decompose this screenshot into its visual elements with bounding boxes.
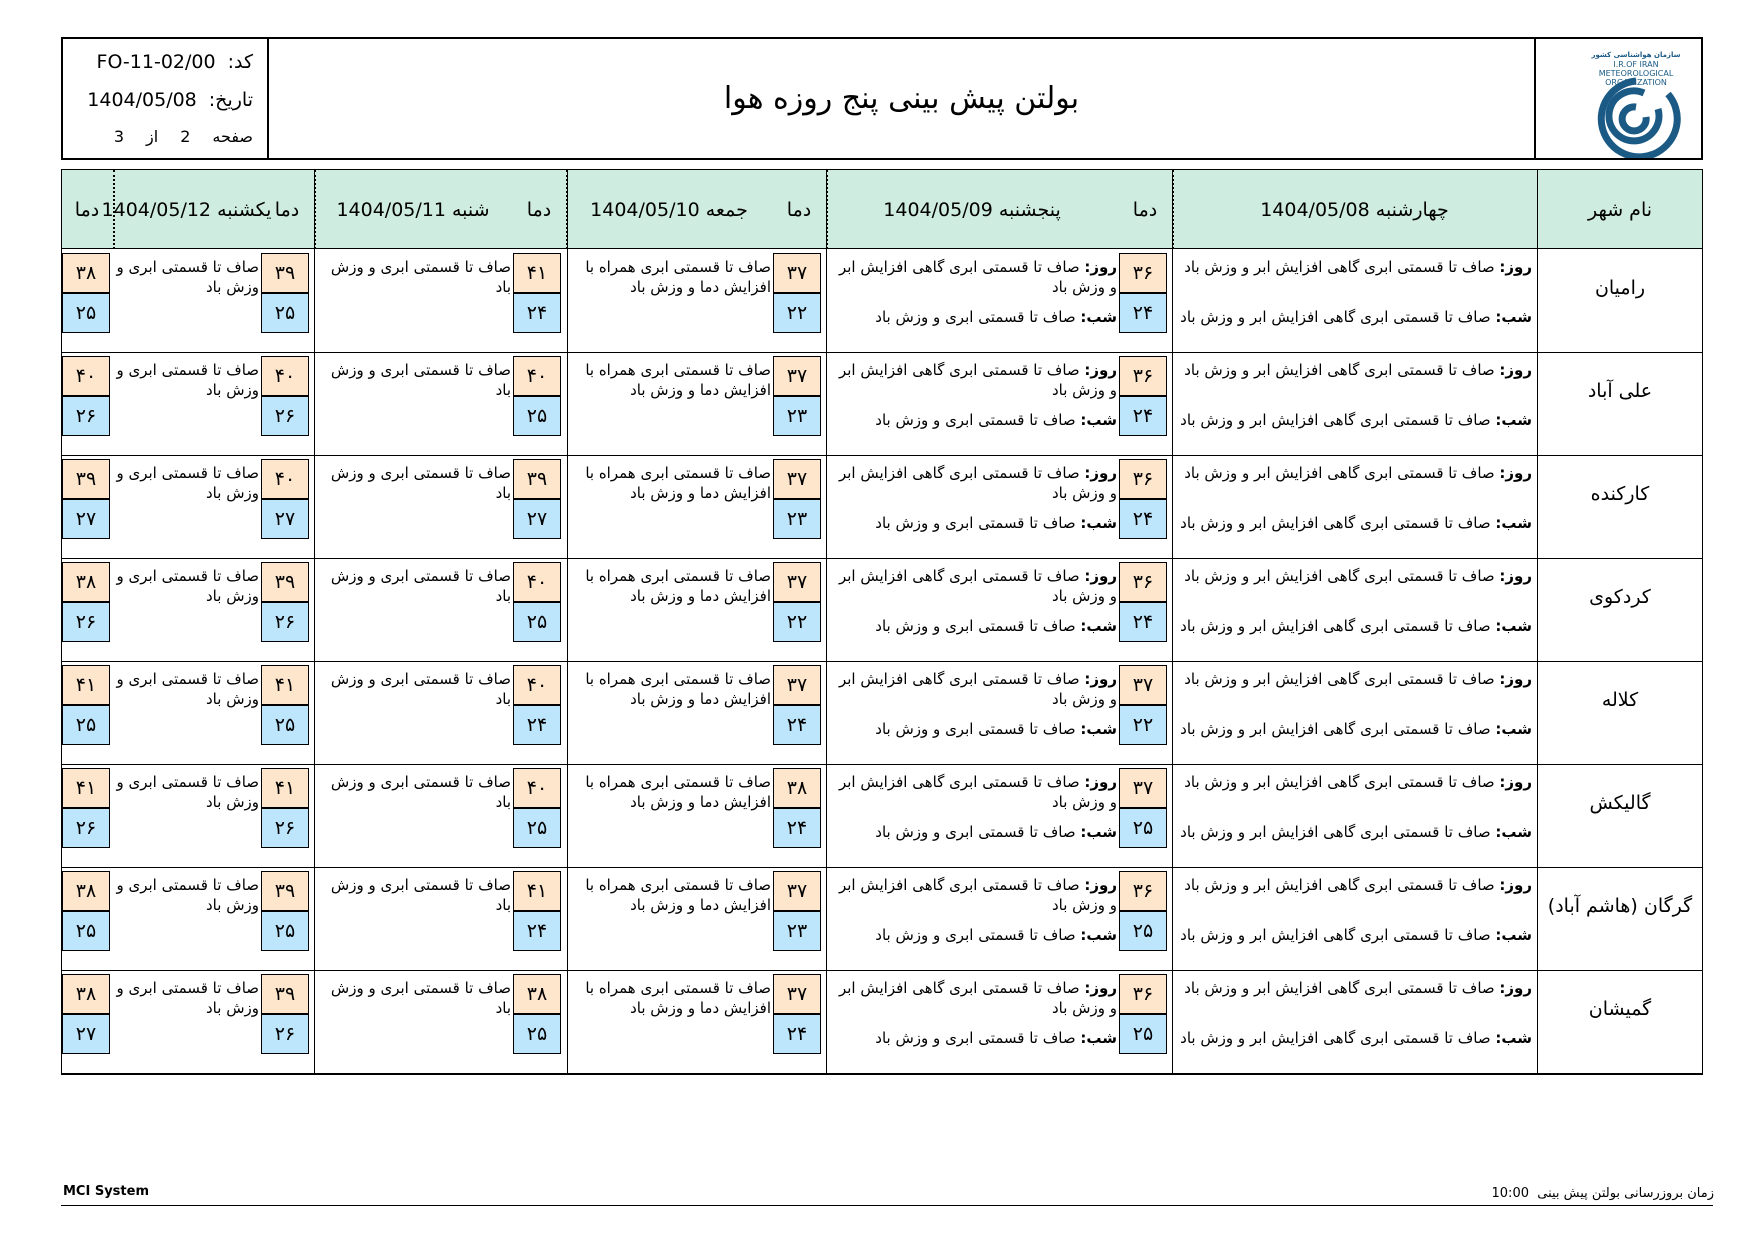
- forecast-text: صاف تا قسمتی ابری و وزش باد: [330, 361, 511, 399]
- min-temp: ۲۶: [62, 602, 110, 642]
- night-label: شب:: [1495, 823, 1532, 841]
- max-temp: ۳۹: [513, 459, 561, 499]
- column-divider: [1537, 170, 1538, 1073]
- max-temp: ۴۱: [261, 665, 309, 705]
- min-temp: ۲۵: [513, 808, 561, 848]
- column-divider: [1172, 170, 1173, 1073]
- forecast-text: صاف تا قسمتی ابری و وزش باد: [116, 567, 259, 605]
- city-name: کارکنده: [1590, 483, 1650, 505]
- min-temp: ۲۳: [773, 396, 821, 436]
- day-label: روز:: [1084, 464, 1117, 482]
- min-temp: ۲۴: [773, 705, 821, 745]
- day-label: روز:: [1084, 876, 1117, 894]
- min-temp: ۲۴: [1119, 499, 1167, 539]
- day3-header: [567, 170, 771, 249]
- min-temp: ۲۵: [62, 911, 110, 951]
- day1-name: چهارشنبه: [1375, 198, 1449, 221]
- min-temp: ۲۳: [773, 911, 821, 951]
- min-temp: ۲۲: [773, 293, 821, 333]
- header-dotted-separator: [826, 170, 828, 249]
- max-temp: ۳۶: [1119, 253, 1167, 293]
- day5-header: [101, 170, 272, 249]
- night-forecast: شب: صاف تا قسمتی ابری و وزش باد: [875, 720, 1117, 738]
- max-temp: ۳۹: [261, 974, 309, 1014]
- max-temp: ۳۹: [261, 871, 309, 911]
- max-temp: ۴۰: [62, 356, 110, 396]
- forecast-text: صاف تا قسمتی ابری و وزش باد: [330, 979, 511, 1017]
- forecast-text: صاف تا قسمتی ابری و وزش باد: [116, 464, 259, 502]
- forecast-text: صاف تا قسمتی ابری همراه با افزایش دما و وزش باد: [585, 876, 771, 914]
- forecast-text: صاف تا قسمتی ابری و وزش باد: [116, 361, 259, 399]
- min-temp: ۲۴: [513, 705, 561, 745]
- min-temp: ۲۷: [62, 1014, 110, 1054]
- min-temp: ۲۶: [62, 396, 110, 436]
- city-name: گرگان (هاشم آباد): [1547, 895, 1693, 917]
- day1-header: [1173, 170, 1536, 249]
- day5-temp-header: دما: [74, 198, 100, 221]
- forecast-table: [61, 169, 1703, 1075]
- max-temp: ۳۷: [1119, 665, 1167, 705]
- night-forecast: شب: صاف تا قسمتی ابری و وزش باد: [875, 1029, 1117, 1047]
- night-forecast: شب: صاف تا قسمتی ابری و وزش باد: [875, 617, 1117, 635]
- min-temp: ۲۵: [1119, 808, 1167, 848]
- logo-text-line4: ORGANIZATION: [1605, 78, 1667, 87]
- max-temp: ۴۰: [261, 459, 309, 499]
- day-forecast: روز: صاف تا قسمتی ابری گاهی افزایش ابر و وزش باد: [838, 979, 1117, 1017]
- day1-temp-header: دما: [1132, 198, 1158, 221]
- night-label: شب:: [1080, 308, 1117, 326]
- page-total: 3: [113, 127, 125, 146]
- forecast-text: صاف تا قسمتی ابری همراه با افزایش دما و وزش باد: [585, 670, 771, 708]
- bulletin-meta: [63, 39, 269, 158]
- date-value: 1404/05/08: [87, 89, 197, 111]
- day-label: روز:: [1084, 567, 1117, 585]
- max-temp: ۴۰: [513, 665, 561, 705]
- max-temp: ۳۶: [1119, 459, 1167, 499]
- max-temp: ۴۱: [513, 253, 561, 293]
- max-temp: ۳۷: [773, 562, 821, 602]
- day-forecast: روز: صاف تا قسمتی ابری گاهی افزایش ابر و وزش باد: [1184, 670, 1532, 688]
- forecast-text: صاف تا قسمتی ابری و وزش باد: [116, 876, 259, 914]
- code-label: کد:: [227, 51, 253, 73]
- min-temp: ۲۷: [62, 499, 110, 539]
- day-label: روز:: [1084, 670, 1117, 688]
- min-temp: ۲۵: [261, 705, 309, 745]
- min-temp: ۲۴: [773, 1014, 821, 1054]
- min-temp: ۲۵: [62, 705, 110, 745]
- forecast-text: صاف تا قسمتی ابری و وزش باد: [330, 773, 511, 811]
- day-forecast: روز: صاف تا قسمتی ابری گاهی افزایش ابر و وزش باد: [1184, 464, 1532, 482]
- row-separator: [62, 867, 1702, 868]
- min-temp: ۲۵: [1119, 911, 1167, 951]
- day-forecast: روز: صاف تا قسمتی ابری گاهی افزایش ابر و وزش باد: [1184, 258, 1532, 276]
- max-temp: ۳۸: [62, 871, 110, 911]
- footer-update: [1492, 1186, 1714, 1201]
- page-of: از: [146, 127, 159, 146]
- min-temp: ۲۴: [1119, 293, 1167, 333]
- max-temp: ۴۰: [513, 562, 561, 602]
- day-forecast: روز: صاف تا قسمتی ابری گاهی افزایش ابر و وزش باد: [838, 464, 1117, 502]
- code-line: [97, 51, 253, 73]
- day-forecast: روز: صاف تا قسمتی ابری گاهی افزایش ابر و وزش باد: [838, 361, 1117, 399]
- forecast-text: صاف تا قسمتی ابری و وزش باد: [116, 773, 259, 811]
- forecast-text: صاف تا قسمتی ابری و وزش باد: [330, 670, 511, 708]
- night-label: شب:: [1495, 1029, 1532, 1047]
- day-forecast: روز: صاف تا قسمتی ابری گاهی افزایش ابر و وزش باد: [1184, 773, 1532, 791]
- day-forecast: روز: صاف تا قسمتی ابری گاهی افزایش ابر و وزش باد: [838, 670, 1117, 708]
- min-temp: ۲۵: [1119, 1014, 1167, 1054]
- day-label: روز:: [1084, 258, 1117, 276]
- day-forecast: روز: صاف تا قسمتی ابری گاهی افزایش ابر و وزش باد: [1184, 979, 1532, 997]
- min-temp: ۲۷: [261, 499, 309, 539]
- night-forecast: شب: صاف تا قسمتی ابری گاهی افزایش ابر و وزش باد: [1180, 514, 1532, 532]
- min-temp: ۲۶: [261, 602, 309, 642]
- forecast-text: صاف تا قسمتی ابری همراه با افزایش دما و وزش باد: [585, 464, 771, 502]
- night-forecast: شب: صاف تا قسمتی ابری گاهی افزایش ابر و وزش باد: [1180, 926, 1532, 944]
- city-name: کلاله: [1601, 689, 1639, 711]
- min-temp: ۲۵: [62, 293, 110, 333]
- max-temp: ۳۸: [62, 253, 110, 293]
- day-label: روز:: [1084, 361, 1117, 379]
- night-forecast: شب: صاف تا قسمتی ابری و وزش باد: [875, 823, 1117, 841]
- day-forecast: روز: صاف تا قسمتی ابری گاهی افزایش ابر و وزش باد: [1184, 567, 1532, 585]
- night-label: شب:: [1495, 720, 1532, 738]
- forecast-text: صاف تا قسمتی ابری و وزش باد: [116, 979, 259, 1017]
- row-separator: [62, 455, 1702, 456]
- day-label: روز:: [1499, 979, 1532, 997]
- logo-text-fa: سازمان هواشناسی کشور: [1591, 51, 1681, 59]
- max-temp: ۳۸: [513, 974, 561, 1014]
- forecast-text: صاف تا قسمتی ابری همراه با افزایش دما و وزش باد: [585, 773, 771, 811]
- day-forecast: روز: صاف تا قسمتی ابری گاهی افزایش ابر و وزش باد: [838, 773, 1117, 811]
- max-temp: ۳۸: [62, 974, 110, 1014]
- day-forecast: روز: صاف تا قسمتی ابری گاهی افزایش ابر و وزش باد: [838, 258, 1117, 296]
- max-temp: ۳۸: [62, 562, 110, 602]
- bulletin-title: بولتن پیش بینی پنج روزه هوا: [269, 39, 1536, 158]
- page-line: [114, 127, 253, 146]
- max-temp: ۴۰: [261, 356, 309, 396]
- forecast-text: صاف تا قسمتی ابری و وزش باد: [116, 670, 259, 708]
- max-temp: ۴۱: [261, 768, 309, 808]
- night-label: شب:: [1495, 514, 1532, 532]
- footer-update-label: زمان بروزرسانی بولتن پیش بینی: [1537, 1186, 1714, 1201]
- footer-rule: [61, 1205, 1713, 1206]
- min-temp: ۲۷: [513, 499, 561, 539]
- header-dotted-separator: [113, 170, 115, 249]
- day3-name: جمعه: [705, 198, 748, 221]
- day2-temp-header: دما: [786, 198, 812, 221]
- night-label: شب:: [1080, 411, 1117, 429]
- night-forecast: شب: صاف تا قسمتی ابری گاهی افزایش ابر و وزش باد: [1180, 1029, 1532, 1047]
- day4-name: شنبه: [452, 198, 490, 221]
- forecast-text: صاف تا قسمتی ابری و وزش باد: [330, 258, 511, 296]
- night-forecast: شب: صاف تا قسمتی ابری گاهی افزایش ابر و وزش باد: [1180, 823, 1532, 841]
- forecast-text: صاف تا قسمتی ابری و وزش باد: [330, 876, 511, 914]
- night-forecast: شب: صاف تا قسمتی ابری گاهی افزایش ابر و وزش باد: [1180, 411, 1532, 429]
- max-temp: ۳۶: [1119, 974, 1167, 1014]
- row-separator: [62, 970, 1702, 971]
- day4-temp-header: دما: [274, 198, 300, 221]
- max-temp: ۳۷: [773, 459, 821, 499]
- page-label: صفحه: [212, 127, 253, 146]
- day4-date: 1404/05/11: [336, 198, 446, 221]
- max-temp: ۳۷: [1119, 768, 1167, 808]
- night-label: شب:: [1080, 720, 1117, 738]
- max-temp: ۳۸: [773, 768, 821, 808]
- max-temp: ۳۷: [773, 356, 821, 396]
- min-temp: ۲۴: [1119, 602, 1167, 642]
- logo-icon: [1536, 39, 1696, 158]
- max-temp: ۴۱: [62, 665, 110, 705]
- night-label: شب:: [1495, 411, 1532, 429]
- day-label: روز:: [1084, 979, 1117, 997]
- min-temp: ۲۶: [261, 808, 309, 848]
- min-temp: ۲۳: [773, 499, 821, 539]
- min-temp: ۲۵: [513, 1014, 561, 1054]
- max-temp: ۳۷: [773, 974, 821, 1014]
- day-label: روز:: [1499, 567, 1532, 585]
- column-divider: [314, 170, 315, 1073]
- date-line: [87, 89, 253, 111]
- day1-date: 1404/05/08: [1260, 198, 1370, 221]
- header-dotted-separator: [566, 170, 568, 249]
- max-temp: ۳۹: [261, 253, 309, 293]
- page-current: 2: [180, 127, 191, 146]
- day2-name: پنجشنبه: [998, 198, 1061, 221]
- min-temp: ۲۶: [62, 808, 110, 848]
- min-temp: ۲۵: [261, 293, 309, 333]
- night-forecast: شب: صاف تا قسمتی ابری و وزش باد: [875, 411, 1117, 429]
- night-forecast: شب: صاف تا قسمتی ابری گاهی افزایش ابر و وزش باد: [1180, 720, 1532, 738]
- header-dotted-separator: [1172, 170, 1174, 249]
- column-divider: [567, 170, 568, 1073]
- day4-header: [315, 170, 511, 249]
- day-label: روز:: [1499, 361, 1532, 379]
- night-forecast: شب: صاف تا قسمتی ابری گاهی افزایش ابر و وزش باد: [1180, 617, 1532, 635]
- day-forecast: روز: صاف تا قسمتی ابری گاهی افزایش ابر و وزش باد: [838, 567, 1117, 605]
- day-label: روز:: [1499, 464, 1532, 482]
- max-temp: ۳۷: [773, 871, 821, 911]
- min-temp: ۲۴: [513, 293, 561, 333]
- night-forecast: شب: صاف تا قسمتی ابری و وزش باد: [875, 926, 1117, 944]
- night-label: شب:: [1080, 926, 1117, 944]
- city-name: گالیکش: [1589, 792, 1651, 814]
- max-temp: ۳۶: [1119, 562, 1167, 602]
- night-forecast: شب: صاف تا قسمتی ابری و وزش باد: [875, 514, 1117, 532]
- max-temp: ۳۷: [773, 253, 821, 293]
- forecast-text: صاف تا قسمتی ابری و وزش باد: [330, 567, 511, 605]
- min-temp: ۲۵: [513, 396, 561, 436]
- day-label: روز:: [1499, 670, 1532, 688]
- min-temp: ۲۴: [513, 911, 561, 951]
- date-label: تاریخ:: [208, 89, 253, 111]
- max-temp: ۳۷: [773, 665, 821, 705]
- city-column-header: نام شهر: [1587, 198, 1653, 221]
- max-temp: ۳۶: [1119, 871, 1167, 911]
- header-dotted-separator: [314, 170, 316, 249]
- forecast-text: صاف تا قسمتی ابری همراه با افزایش دما و وزش باد: [585, 979, 771, 1017]
- forecast-text: صاف تا قسمتی ابری و وزش باد: [116, 258, 259, 296]
- min-temp: ۲۵: [513, 602, 561, 642]
- min-temp: ۲۶: [261, 1014, 309, 1054]
- night-label: شب:: [1080, 514, 1117, 532]
- min-temp: ۲۵: [261, 911, 309, 951]
- day5-date: 1404/05/12: [101, 198, 212, 221]
- meteorological-organization-logo: [1536, 39, 1701, 158]
- row-separator: [62, 1073, 1702, 1074]
- day5-name: یکشنبه: [217, 198, 272, 221]
- city-name: علی آباد: [1587, 380, 1653, 402]
- night-label: شب:: [1495, 308, 1532, 326]
- row-separator: [62, 352, 1702, 353]
- code-value: FO-11-02/00: [96, 51, 216, 73]
- night-label: شب:: [1080, 617, 1117, 635]
- footer-update-time: 10:00: [1491, 1186, 1529, 1201]
- logo-text-line2: I.R.OF IRAN: [1613, 60, 1659, 69]
- max-temp: ۴۱: [62, 768, 110, 808]
- row-separator: [62, 764, 1702, 765]
- forecast-text: صاف تا قسمتی ابری همراه با افزایش دما و وزش باد: [585, 361, 771, 399]
- min-temp: ۲۲: [1119, 705, 1167, 745]
- min-temp: ۲۴: [773, 808, 821, 848]
- forecast-text: صاف تا قسمتی ابری همراه با افزایش دما و وزش باد: [585, 258, 771, 296]
- day-forecast: روز: صاف تا قسمتی ابری گاهی افزایش ابر و وزش باد: [1184, 876, 1532, 894]
- min-temp: ۲۲: [773, 602, 821, 642]
- day-label: روز:: [1084, 773, 1117, 791]
- day2-header: [827, 170, 1117, 249]
- day2-date: 1404/05/09: [883, 198, 993, 221]
- max-temp: ۳۹: [62, 459, 110, 499]
- forecast-text: صاف تا قسمتی ابری همراه با افزایش دما و وزش باد: [585, 567, 771, 605]
- day-label: روز:: [1499, 258, 1532, 276]
- day3-date: 1404/05/10: [590, 198, 700, 221]
- day-label: روز:: [1499, 773, 1532, 791]
- day3-temp-header: دما: [526, 198, 552, 221]
- column-divider: [826, 170, 827, 1073]
- min-temp: ۲۶: [261, 396, 309, 436]
- footer-system: MCI System: [63, 1184, 149, 1199]
- max-temp: ۳۶: [1119, 356, 1167, 396]
- max-temp: ۴۱: [513, 871, 561, 911]
- day-forecast: روز: صاف تا قسمتی ابری گاهی افزایش ابر و وزش باد: [838, 876, 1117, 914]
- forecast-text: صاف تا قسمتی ابری و وزش باد: [330, 464, 511, 502]
- night-label: شب:: [1080, 823, 1117, 841]
- logo-text-line3: METEOROLOGICAL: [1598, 69, 1674, 78]
- night-label: شب:: [1495, 926, 1532, 944]
- night-label: شب:: [1080, 1029, 1117, 1047]
- max-temp: ۴۰: [513, 356, 561, 396]
- night-forecast: شب: صاف تا قسمتی ابری و وزش باد: [875, 308, 1117, 326]
- row-separator: [62, 558, 1702, 559]
- city-name: رامیان: [1594, 277, 1646, 299]
- city-name: گمیشان: [1588, 998, 1652, 1020]
- night-label: شب:: [1495, 617, 1532, 635]
- max-temp: ۳۹: [261, 562, 309, 602]
- max-temp: ۴۰: [513, 768, 561, 808]
- min-temp: ۲۴: [1119, 396, 1167, 436]
- bulletin-header: [61, 37, 1703, 160]
- day-forecast: روز: صاف تا قسمتی ابری گاهی افزایش ابر و وزش باد: [1184, 361, 1532, 379]
- city-name: کردکوی: [1589, 586, 1651, 608]
- day-label: روز:: [1499, 876, 1532, 894]
- night-forecast: شب: صاف تا قسمتی ابری گاهی افزایش ابر و وزش باد: [1180, 308, 1532, 326]
- row-separator: [62, 661, 1702, 662]
